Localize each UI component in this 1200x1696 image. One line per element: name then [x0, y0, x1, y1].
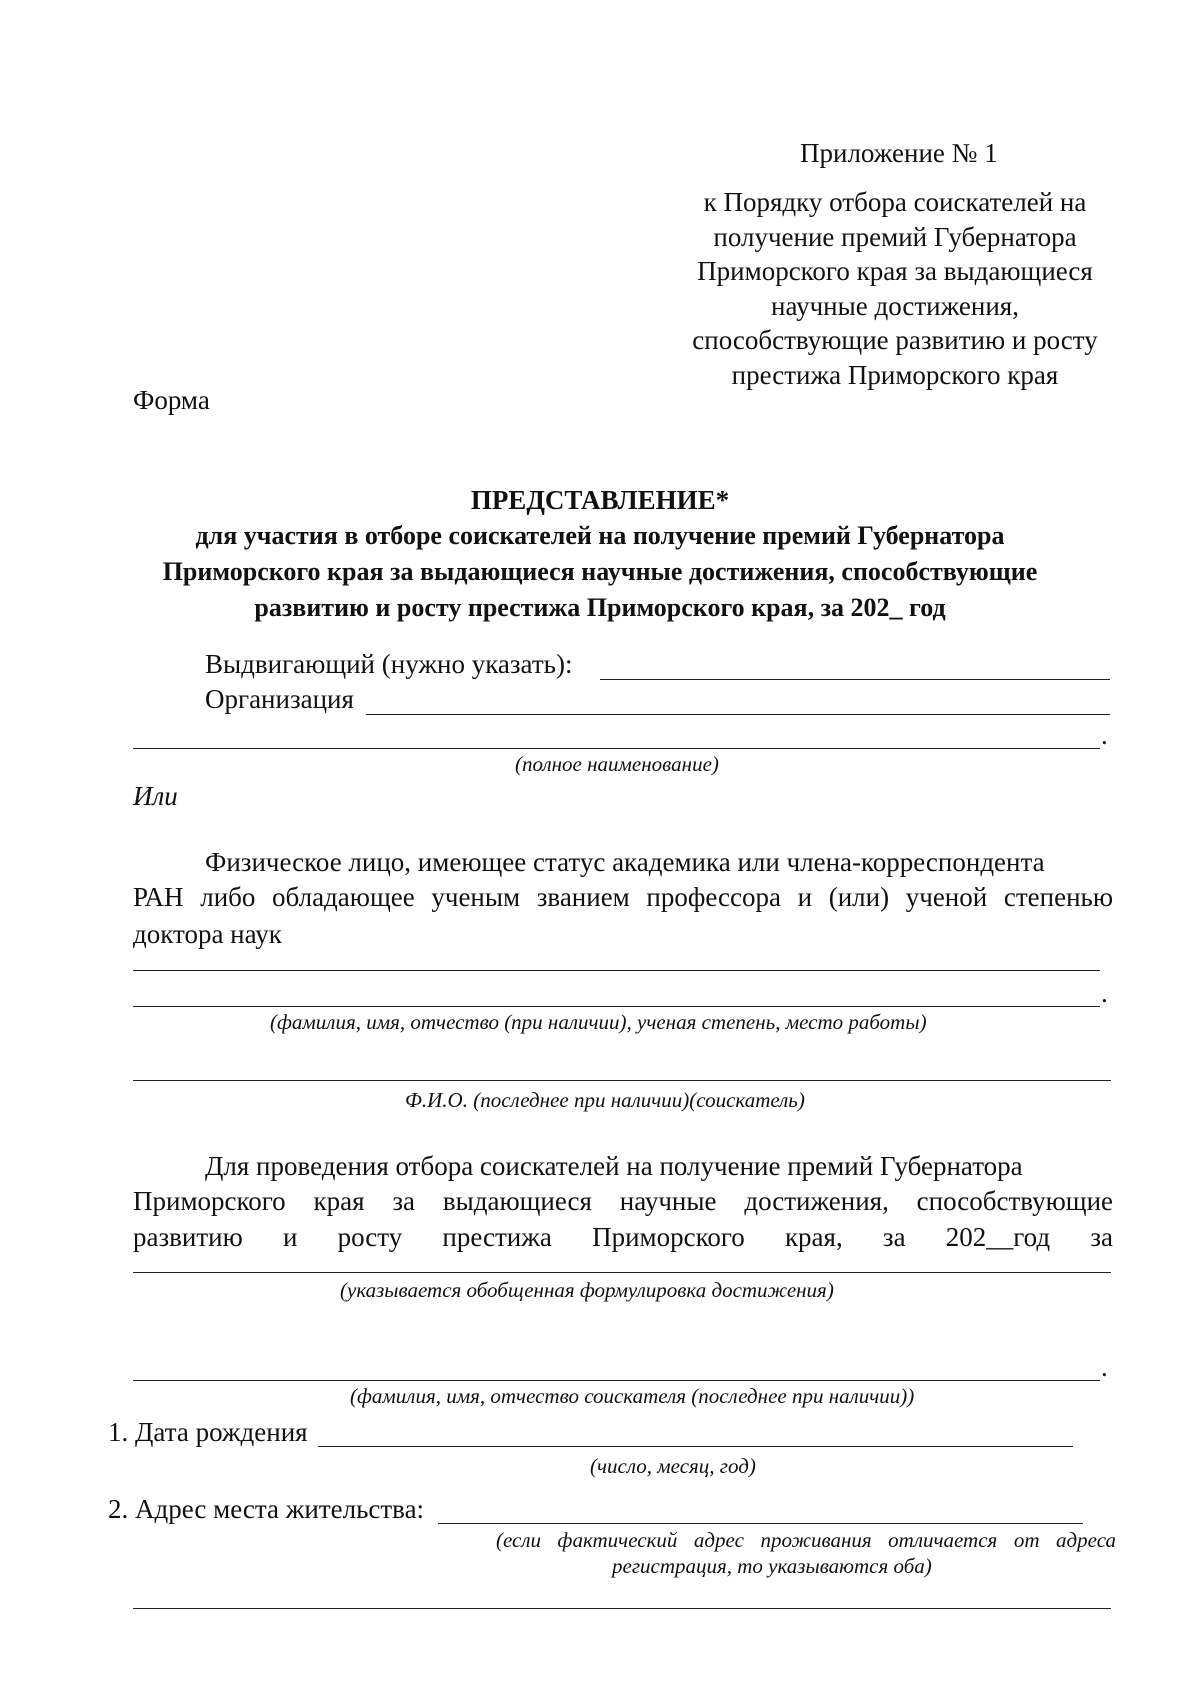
organization-hint: (полное наименование) — [515, 752, 719, 776]
nominator-field[interactable] — [600, 679, 1110, 680]
organization-field[interactable] — [366, 714, 1110, 715]
period-mark: . — [1101, 1352, 1108, 1382]
appendix-reference — [640, 185, 1150, 392]
title-line: для участия в отборе соискателей на получение премий Губернатора — [195, 521, 1005, 550]
document-title — [100, 482, 1100, 626]
purpose-word: Приморского — [592, 1222, 745, 1252]
candidate-full-name-field[interactable] — [133, 1380, 1100, 1381]
appendix-ref-line: Приморского края за выдающиеся — [697, 256, 1093, 286]
candidate-name-hint: (фамилия, имя, отчество соискателя (последнее при наличии)) — [350, 1384, 915, 1408]
period-mark: . — [1101, 720, 1108, 750]
candidate-name-field[interactable] — [133, 1080, 1111, 1081]
organization-label: Организация — [205, 684, 354, 714]
organization-field-continued[interactable] — [133, 748, 1100, 749]
appendix-label: Приложение № 1 — [800, 138, 998, 168]
purpose-word: края, — [784, 1222, 843, 1252]
address-hint: (если фактический адрес проживания отличается от адреса — [496, 1528, 1116, 1552]
birth-date-hint: (число, месяц, год) — [590, 1454, 756, 1478]
purpose-word: за — [882, 1222, 906, 1252]
person-hint: (фамилия, имя, отчество (при наличии), ученая степень, место работы) — [270, 1010, 927, 1034]
person-text-line: доктора наук — [133, 919, 282, 949]
or-label: Или — [133, 781, 178, 811]
nominator-label: Выдвигающий (нужно указать): — [205, 649, 573, 679]
purpose-line: Для проведения отбора соискателей на получение премий Губернатора — [205, 1151, 1023, 1181]
purpose-word: за — [1090, 1222, 1113, 1252]
birth-date-label: 1. Дата рождения — [108, 1417, 308, 1447]
purpose-word: росту — [337, 1222, 403, 1252]
appendix-ref-line: получение премий Губернатора — [713, 221, 1077, 252]
purpose-line: Приморского края за выдающиеся научные достижения, способствующие — [133, 1186, 1113, 1216]
appendix-ref-line: способствующие развитию и росту — [692, 325, 1098, 355]
title-line: Приморского края за выдающиеся научные достижения, способствующие — [162, 557, 1038, 586]
purpose-last-line — [133, 1222, 1113, 1253]
title-main: ПРЕДСТАВЛЕНИЕ* — [470, 485, 730, 515]
appendix-ref-line: престижа Приморского края — [731, 359, 1059, 390]
purpose-word: развитию — [133, 1222, 243, 1252]
person-text-line: РАН либо обладающее ученым званием профессора и (или) ученой степенью — [133, 882, 1113, 912]
form-label: Форма — [133, 385, 210, 415]
person-details-field[interactable] — [133, 1006, 1100, 1007]
purpose-word: 202__год — [945, 1222, 1051, 1252]
purpose-word: престижа — [442, 1222, 552, 1252]
person-text-line: Физическое лицо, имеющее статус академика или члена-корреспондента — [205, 847, 1045, 877]
title-line: развитию и росту престижа Приморского края, за 202_ год — [254, 593, 946, 622]
address-label: 2. Адрес места жительства: — [108, 1494, 425, 1524]
achievement-field[interactable] — [133, 1272, 1111, 1273]
achievement-hint: (указывается обобщенная формулировка достижения) — [340, 1278, 834, 1302]
candidate-hint: Ф.И.О. (последнее при наличии)(соискатель) — [405, 1088, 805, 1112]
period-mark: . — [1101, 978, 1108, 1008]
appendix-ref-line: к Порядку отбора соискателей на — [703, 187, 1087, 217]
birth-date-field[interactable] — [318, 1446, 1073, 1447]
purpose-word: и — [282, 1222, 298, 1252]
appendix-ref-line: научные достижения, — [771, 290, 1019, 321]
person-name-field[interactable] — [133, 970, 1100, 971]
address-field[interactable] — [438, 1523, 1083, 1524]
address-hint: регистрация, то указываются оба) — [612, 1554, 932, 1578]
address-field-continued[interactable] — [133, 1608, 1111, 1609]
